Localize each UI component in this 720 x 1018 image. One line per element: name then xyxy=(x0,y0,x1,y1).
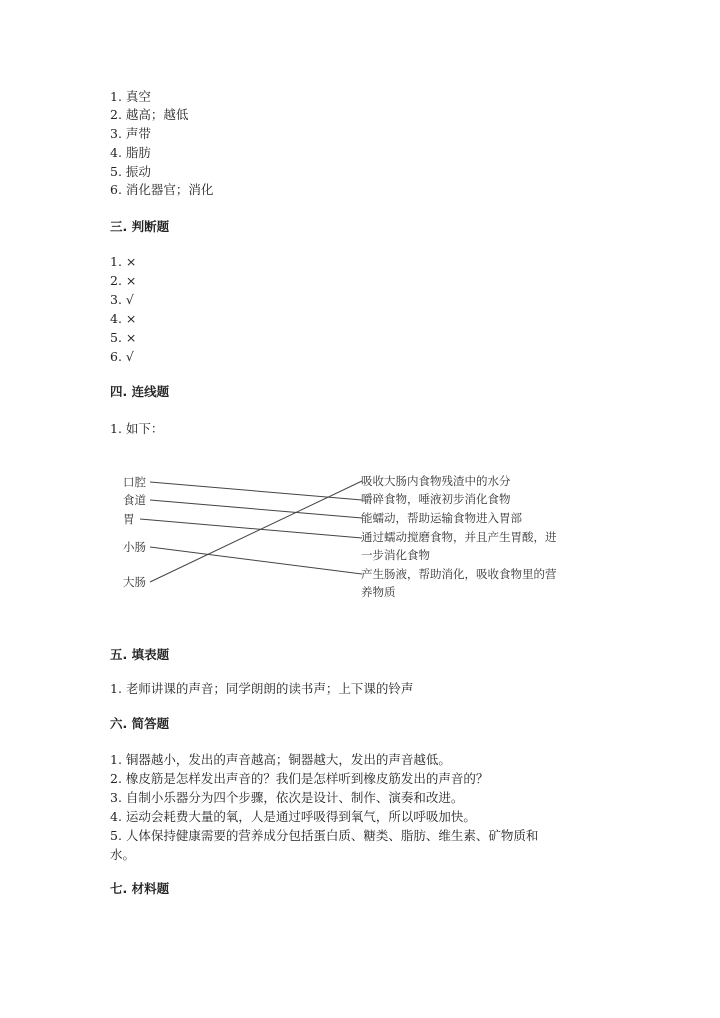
organ-label: 口腔 xyxy=(123,475,146,489)
answer-line: 6. 消化器官；消化 xyxy=(110,182,214,197)
organ-label: 小肠 xyxy=(123,540,146,554)
function-label: 通过蠕动搅磨食物，并且产生胃酸，进 xyxy=(361,530,557,544)
answer-line: 3. 声带 xyxy=(110,126,151,141)
organ-label: 大肠 xyxy=(123,575,146,589)
match-line xyxy=(150,547,362,574)
answer-line: 1. 老师讲课的声音；同学朗朗的读书声；上下课的铃声 xyxy=(110,681,414,696)
organ-label: 胃 xyxy=(123,512,135,526)
answer-line: 4. × xyxy=(110,311,137,326)
answer-line: 1. × xyxy=(110,254,137,269)
answer-line: 5. × xyxy=(110,330,137,345)
function-label: 嚼碎食物，唾液初步消化食物 xyxy=(361,492,511,506)
answer-line: 3. √ xyxy=(110,292,134,307)
answer-line: 4. 运动会耗费大量的氧，人是通过呼吸得到氧气，所以呼吸加快。 xyxy=(110,809,476,824)
answer-line: 5. 振动 xyxy=(110,164,151,179)
section-heading: 四. 连线题 xyxy=(110,384,170,399)
answer-line: 1. 真空 xyxy=(110,89,151,104)
match-line xyxy=(150,482,362,500)
section-heading: 五. 填表题 xyxy=(110,647,170,662)
function-label: 一步消化食物 xyxy=(361,548,430,562)
answer-line: 6. √ xyxy=(110,349,134,364)
answer-line: 1. 铜器越小，发出的声音越高；铜器越大，发出的声音越低。 xyxy=(110,752,451,767)
section-heading: 七. 材料题 xyxy=(110,881,170,896)
match-line xyxy=(150,500,362,518)
answer-line: 2. 越高；越低 xyxy=(110,107,189,122)
answer-line: 水。 xyxy=(110,847,136,862)
match-line xyxy=(140,519,362,538)
answer-line: 5. 人体保持健康需要的营养成分包括蛋白质、糖类、脂肪、维生素、矿物质和 xyxy=(110,828,539,843)
function-label: 能蠕动，帮助运输食物进入胃部 xyxy=(361,511,522,525)
answer-line: 3. 自制小乐器分为四个步骤，依次是设计、制作、演奏和改进。 xyxy=(110,790,464,805)
organ-label: 食道 xyxy=(123,493,146,507)
answer-line: 4. 脂肪 xyxy=(110,145,151,160)
answer-line: 2. 橡皮筋是怎样发出声音的？我们是怎样听到橡皮筋发出的声音的？ xyxy=(110,771,489,786)
match-line xyxy=(150,481,362,582)
function-label: 产生肠液，帮助消化，吸收食物里的营 xyxy=(361,567,557,581)
answer-line: 2. × xyxy=(110,273,137,288)
section-heading: 六. 简答题 xyxy=(110,716,170,731)
function-label: 养物质 xyxy=(361,585,396,599)
section-heading: 三. 判断题 xyxy=(110,219,170,234)
function-label: 吸收大肠内食物残渣中的水分 xyxy=(361,474,511,488)
answer-line: 1. 如下： xyxy=(110,421,164,436)
